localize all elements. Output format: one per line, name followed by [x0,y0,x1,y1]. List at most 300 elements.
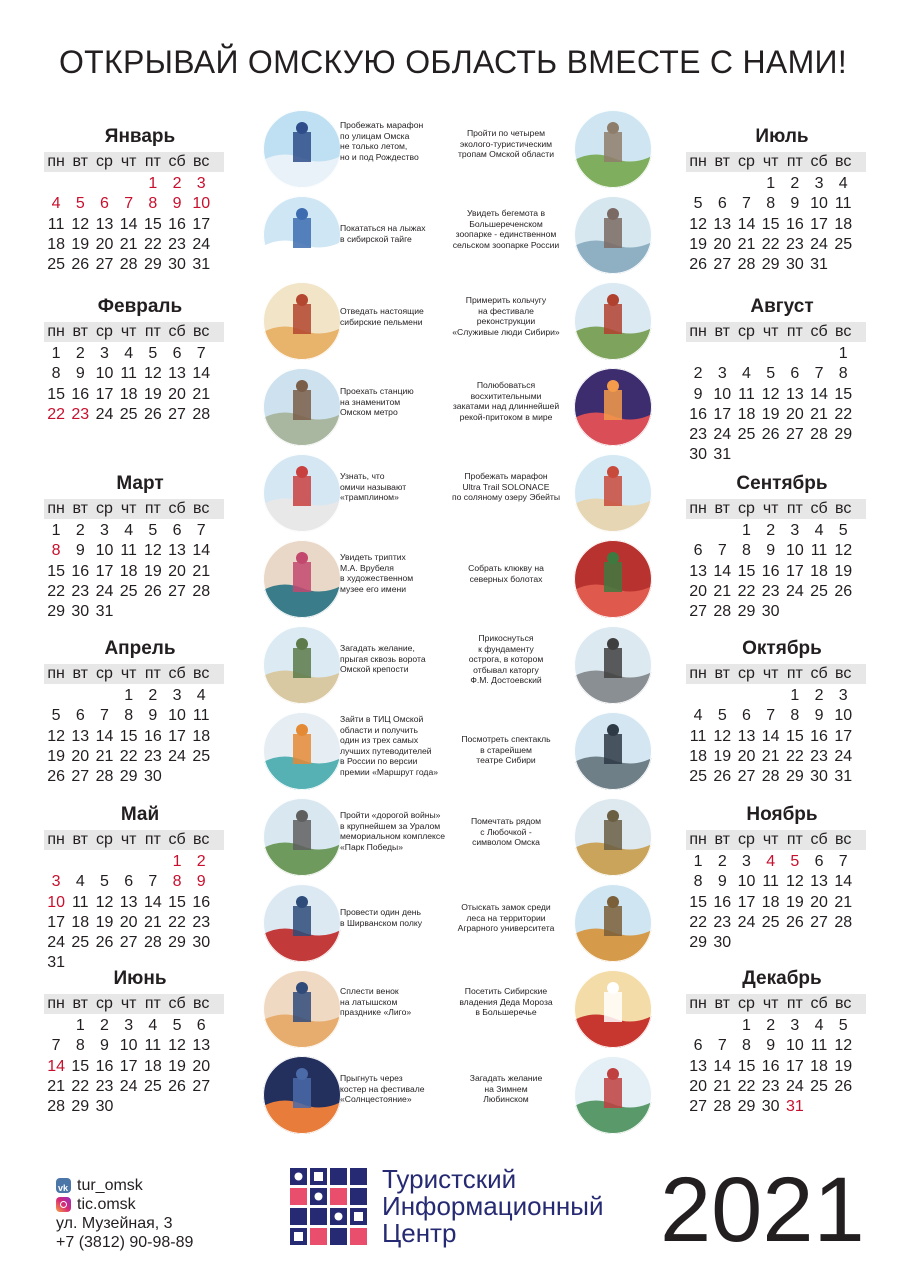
weekday-label: чт [120,323,137,340]
month-august [686,296,866,466]
month-days [686,1016,866,1117]
day-cell: 27 [168,405,186,423]
week-row [44,364,224,384]
day-cell: 12 [47,727,65,745]
week-row [686,1077,866,1097]
week-row [44,767,224,787]
week-row [686,445,866,465]
weekday-label: ср [738,995,755,1012]
day-cell: 9 [766,1037,776,1055]
day-cell: 25 [192,747,211,765]
weekday-label: пт [144,500,161,517]
day-cell: 25 [834,235,853,253]
day-cell: 26 [143,405,162,423]
day-cell: 23 [713,913,732,931]
day-cell: 20 [689,582,707,600]
day-cell: 2 [172,175,182,192]
activity-illustration-icon [263,368,341,446]
day-cell: 21 [737,235,756,253]
vk-handle[interactable]: tur_omsk [77,1177,143,1194]
tic-logo-text [382,1166,604,1247]
day-cell: 4 [838,175,848,192]
day-cell: 20 [737,747,756,765]
day-cell: 8 [742,1037,751,1055]
weekday-label: вт [714,995,731,1012]
day-cell: 21 [192,385,211,403]
day-cell: 1 [75,1017,85,1034]
day-cell: 22 [737,1077,756,1095]
day-cell: 6 [100,195,109,213]
week-row [44,686,224,706]
weekday-label: пт [786,500,803,517]
day-cell: 14 [761,727,780,745]
day-cell: 12 [95,893,114,911]
month-september [686,473,866,622]
day-cell: 23 [168,235,186,253]
day-cell: 26 [834,582,853,600]
day-cell: 21 [810,405,828,423]
weekday-label: вс [835,831,852,848]
activity-caption: Загадать желание на Зимнем Любинском [469,1073,543,1104]
day-cell: 12 [834,542,853,560]
weekday-label: пн [689,500,707,517]
week-row [686,767,866,787]
day-cell: 12 [785,873,804,891]
week-row [686,1097,866,1117]
activity-caption: Посетить Сибирские владения Деда Мороза в Большеречье [459,986,553,1017]
day-cell: 4 [124,345,134,362]
day-cell: 3 [124,1017,134,1034]
contacts [56,1176,193,1252]
weekday-label: пт [786,665,803,682]
day-cell: 10 [119,1037,138,1055]
day-cell: 17 [785,562,804,580]
day-cell: 19 [47,747,65,765]
day-cell: 31 [785,1098,804,1116]
empty-day [759,933,783,953]
weekday-label: вс [193,831,210,848]
day-cell: 31 [713,446,732,464]
day-cell: 24 [95,405,114,423]
day-cell: 3 [814,175,824,192]
weekday-label: пн [47,831,65,848]
week-row [44,1057,224,1077]
day-cell: 28 [192,405,211,423]
day-cell: 19 [785,893,804,911]
day-cell: 1 [51,345,61,362]
day-cell: 8 [693,873,703,891]
day-cell: 21 [761,747,780,765]
weekday-header [44,499,224,519]
day-cell: 11 [192,707,210,725]
day-cell: 18 [143,1057,162,1075]
weekday-label: ср [738,323,755,340]
day-cell: 4 [814,1017,824,1034]
day-cell: 5 [100,873,109,891]
day-cell: 4 [814,522,824,539]
day-cell: 27 [810,913,828,931]
week-row [686,235,866,255]
day-cell: 11 [738,385,755,403]
day-cell: 31 [834,768,853,786]
week-row [44,562,224,582]
week-row [686,215,866,235]
day-cell: 18 [689,747,707,765]
day-cell: 29 [785,768,804,786]
weekday-label: вт [714,500,731,517]
day-cell: 19 [761,405,780,423]
empty-day [783,445,807,465]
weekday-label: пт [144,995,161,1012]
weekday-label: ср [96,153,113,170]
week-row [44,727,224,747]
day-cell: 31 [810,256,828,274]
day-cell: 16 [143,727,162,745]
day-cell: 8 [124,707,134,725]
day-cell: 11 [47,215,65,233]
day-cell: 1 [790,687,800,704]
month-days [686,344,866,466]
weekday-label: ср [96,323,113,340]
day-cell: 18 [119,562,138,580]
day-cell: 13 [71,727,90,745]
weekday-label: сб [810,153,828,170]
empty-day [117,1097,141,1117]
activity-caption: Пробежать марафон по улицам Омска не только летом, но и под Рождество [340,120,424,162]
activity-caption: Зайти в ТИЦ Омской области и получить один из трех самых лучших путеводителей в России по версии премии «Маршрут года» [340,714,439,777]
activity-illustration-icon [574,712,652,790]
empty-day [165,602,189,622]
weekday-label: сб [168,323,186,340]
weekday-label: ср [738,831,755,848]
weekday-header [44,322,224,342]
day-cell: 3 [790,1017,800,1034]
weekday-label: пт [144,665,161,682]
day-cell: 5 [838,522,848,539]
empty-day [783,344,807,364]
day-cell: 7 [51,1037,61,1055]
day-cell: 9 [814,707,824,725]
activity-illustration-icon [263,110,341,188]
day-cell: 11 [810,1037,828,1055]
day-cell: 10 [168,707,186,725]
day-cell: 13 [119,893,138,911]
day-cell: 2 [75,522,85,539]
weekday-label: пт [144,831,161,848]
weekday-label: пн [689,323,707,340]
weekday-label: пн [689,665,707,682]
week-row [686,747,866,767]
day-cell: 7 [766,707,776,725]
day-cell: 21 [47,1077,65,1095]
weekday-label: вс [193,995,210,1012]
day-cell: 22 [834,405,853,423]
day-cell: 28 [810,426,828,444]
weekday-label: чт [120,831,137,848]
day-cell: 26 [168,1077,186,1095]
week-row [44,893,224,913]
day-cell: 7 [100,707,109,725]
instagram-handle[interactable]: tic.omsk [77,1196,136,1213]
weekday-label: вт [714,665,731,682]
day-cell: 30 [810,768,828,786]
empty-day [734,933,758,953]
weekday-label: сб [168,153,186,170]
day-cell: 29 [119,768,138,786]
day-cell: 5 [148,345,158,362]
month-name: Май [120,804,160,825]
day-cell: 27 [689,603,707,621]
day-cell: 15 [834,385,853,403]
activity-caption: Прикоснуться к фундаменту острога, в котором отбывал каторгу Ф.М. Достоевский [468,633,544,685]
day-cell: 6 [124,873,134,891]
logo-line: Туристский [382,1164,517,1194]
day-cell: 14 [143,893,162,911]
empty-day [189,767,213,787]
day-cell: 25 [71,934,90,952]
week-row [44,582,224,602]
day-cell: 14 [95,727,114,745]
day-cell: 8 [766,195,776,213]
day-cell: 1 [766,175,776,192]
weekday-label: вс [193,153,210,170]
day-cell: 24 [785,1077,804,1095]
day-cell: 17 [95,562,114,580]
empty-day [807,344,831,364]
day-cell: 7 [838,853,848,870]
day-cell: 5 [790,853,800,870]
day-cell: 13 [689,1057,707,1075]
day-cell: 25 [143,1077,162,1095]
empty-day [92,174,116,194]
day-cell: 3 [838,687,848,704]
activity-illustration-icon [574,798,652,876]
month-days [44,521,224,622]
day-cell: 12 [143,365,162,383]
weekday-header [44,830,224,850]
week-row [44,215,224,235]
day-cell: 7 [814,365,824,383]
activity-caption: Примерить кольчугу на фестивале реконструкции «Служивые люди Сибири» [452,295,560,337]
day-cell: 9 [766,542,776,560]
day-cell: 11 [689,727,707,745]
day-cell: 13 [689,562,707,580]
day-cell: 21 [713,582,732,600]
empty-day [734,686,758,706]
week-row [686,602,866,622]
day-cell: 7 [196,345,206,362]
weekday-label: чт [762,831,779,848]
week-row [686,541,866,561]
empty-day [92,852,116,872]
day-cell: 27 [95,256,114,274]
day-cell: 9 [790,195,800,213]
day-cell: 6 [814,853,824,870]
activity-caption: Увидеть бегемота в Большереченском зоопарке - единственном сельском зоопарке России [452,208,560,250]
day-cell: 6 [693,542,703,560]
day-cell: 8 [75,1037,85,1055]
day-cell: 3 [100,522,109,539]
day-cell: 15 [761,215,780,233]
day-cell: 2 [766,522,776,539]
month-june [44,968,224,1117]
day-cell: 9 [693,385,703,403]
day-cell: 20 [689,1077,707,1095]
weekday-label: пн [47,153,65,170]
day-cell: 29 [689,934,707,952]
weekday-label: пн [689,831,707,848]
activity-caption: Загадать желание, прыгая сквозь ворота Омской крепости [340,643,426,674]
day-cell: 9 [100,1037,109,1055]
empty-day [734,174,758,194]
day-cell: 15 [785,727,804,745]
day-cell: 24 [168,747,186,765]
day-cell: 18 [737,405,756,423]
day-cell: 4 [148,1017,158,1034]
day-cell: 3 [196,175,206,192]
day-cell: 19 [95,913,114,931]
week-row [44,174,224,194]
logo-line: Информационный [382,1191,604,1221]
week-row [686,521,866,541]
day-cell: 17 [168,727,186,745]
weekday-label: пт [144,153,161,170]
day-cell: 28 [834,913,853,931]
month-march [44,473,224,622]
day-cell: 11 [762,873,779,891]
day-cell: 17 [737,893,756,911]
day-cell: 19 [834,1057,853,1075]
day-cell: 2 [814,687,824,704]
page-title: ОТКРЫВАЙ ОМСКУЮ ОБЛАСТЬ ВМЕСТЕ С НАМИ! [58,44,848,80]
day-cell: 4 [196,687,206,704]
weekday-header [686,664,866,684]
day-cell: 19 [143,385,162,403]
day-cell: 10 [192,195,211,213]
week-row [44,405,224,425]
day-cell: 22 [737,582,756,600]
day-cell: 28 [143,934,162,952]
empty-day [831,1097,855,1117]
day-cell: 3 [742,853,751,870]
weekday-label: ср [96,831,113,848]
month-name: Сентябрь [736,473,828,494]
weekday-label: вс [835,995,852,1012]
empty-day [710,1016,734,1036]
day-cell: 14 [810,385,828,403]
day-cell: 30 [95,1098,114,1116]
weekday-header [686,499,866,519]
activity-illustration-icon [263,540,341,618]
day-cell: 26 [95,934,114,952]
day-cell: 6 [742,707,751,725]
month-name: Февраль [97,296,183,317]
weekday-label: чт [120,500,137,517]
day-cell: 9 [75,542,85,560]
week-row [686,582,866,602]
day-cell: 14 [737,215,756,233]
day-cell: 4 [75,873,85,891]
day-cell: 9 [172,195,182,213]
week-row [44,235,224,255]
week-row [44,872,224,892]
empty-day [44,1016,68,1036]
weekday-label: пн [47,500,65,517]
day-cell: 27 [785,426,804,444]
day-cell: 20 [168,562,186,580]
empty-day [710,174,734,194]
month-days [44,174,224,275]
day-cell: 18 [71,913,90,931]
day-cell: 10 [785,1037,804,1055]
day-cell: 31 [192,256,211,274]
day-cell: 30 [689,446,707,464]
empty-day [68,852,92,872]
day-cell: 16 [95,1057,114,1075]
day-cell: 28 [47,1098,65,1116]
day-cell: 18 [761,893,780,911]
week-row [44,194,224,214]
instagram-icon [56,1197,71,1212]
day-cell: 4 [742,365,751,383]
weekday-label: чт [120,995,137,1012]
day-cell: 5 [75,195,85,213]
activity-caption: Пройти «дорогой войны» в крупнейшем за Уралом мемориальном комплексе «Парк Победы» [340,810,445,852]
weekday-label: вт [714,323,731,340]
weekday-label: чт [762,665,779,682]
day-cell: 2 [196,853,206,870]
empty-day [117,602,141,622]
day-cell: 18 [119,385,138,403]
activity-illustration-icon [574,970,652,1048]
activity-illustration-icon [574,1056,652,1134]
weekday-label: вт [72,665,89,682]
day-cell: 11 [120,365,137,383]
day-cell: 1 [51,522,61,539]
month-october [686,638,866,787]
empty-day [44,174,68,194]
day-cell: 30 [761,603,780,621]
weekday-label: ср [738,500,755,517]
week-row [686,1016,866,1036]
day-cell: 10 [713,385,732,403]
empty-day [710,521,734,541]
day-cell: 19 [143,562,162,580]
empty-day [831,255,855,275]
day-cell: 16 [71,385,90,403]
day-cell: 15 [689,893,707,911]
empty-day [710,686,734,706]
day-cell: 18 [192,727,211,745]
day-cell: 10 [810,195,828,213]
day-cell: 16 [761,1057,780,1075]
empty-day [831,933,855,953]
weekday-label: вс [835,500,852,517]
week-row [686,852,866,872]
activity-illustration-icon [574,626,652,704]
week-row [44,1097,224,1117]
month-name: Апрель [104,638,176,659]
empty-day [686,174,710,194]
week-row [686,872,866,892]
day-cell: 5 [172,1017,182,1034]
month-december [686,968,866,1117]
weekday-label: сб [168,665,186,682]
activity-illustration-icon [263,798,341,876]
year: 2021 [660,1159,865,1261]
empty-day [44,686,68,706]
day-cell: 2 [148,687,158,704]
